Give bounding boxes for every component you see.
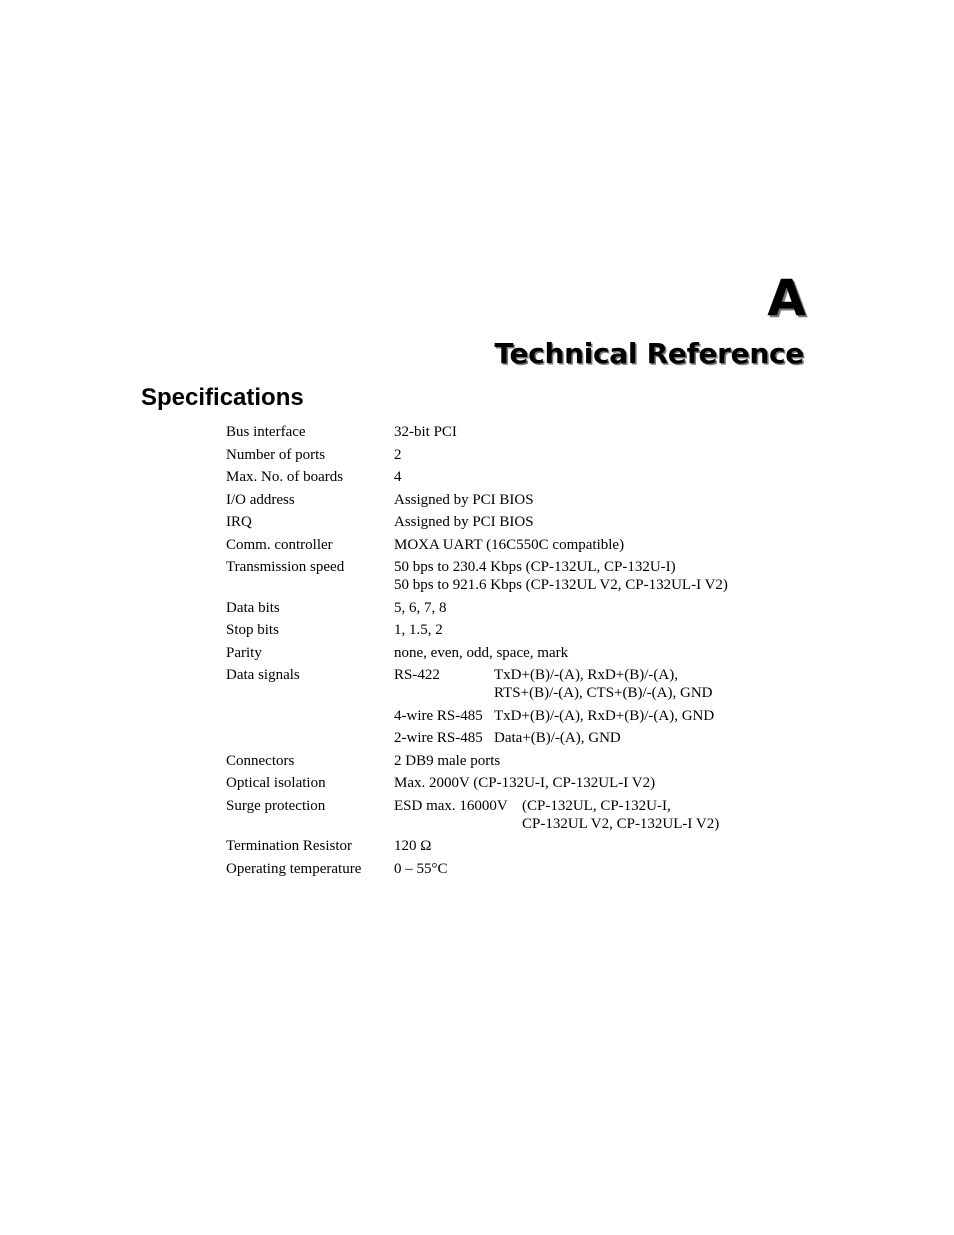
spec-label: Max. No. of boards — [226, 469, 344, 485]
spec-value: 5, 6, 7, 8 — [394, 599, 447, 616]
spec-label: Optical isolation — [226, 775, 326, 791]
spec-label: Termination Resistor — [226, 838, 353, 854]
spec-label: Operating temperature — [226, 860, 362, 877]
signal-label: RS-422 — [394, 667, 440, 683]
spec-row-max-boards — [226, 468, 826, 486]
spec-value: 2 — [394, 446, 402, 463]
spec-value-line: 50 bps to 230.4 Kbps (CP-132UL, CP-132U-I) — [394, 559, 676, 575]
spec-label: I/O address — [226, 491, 295, 508]
spec-label: Data signals — [226, 667, 300, 683]
signal-row-2wire-rs485 — [394, 729, 826, 747]
spec-label: IRQ — [226, 514, 252, 530]
spec-row-data-bits — [226, 599, 826, 617]
surge-value-line: CP-132UL V2, CP-132UL-I V2) — [522, 815, 720, 832]
spec-label: Comm. controller — [226, 536, 333, 553]
spec-value: MOXA UART (16C550C compatible) — [394, 536, 625, 553]
spec-value: 1, 1.5, 2 — [394, 622, 443, 638]
spec-label: Data bits — [226, 599, 280, 616]
surge-value-line: (CP-132UL, CP-132U-I, — [522, 797, 671, 814]
spec-value — [394, 558, 826, 594]
surge-label: ESD max. 16000V — [394, 797, 508, 814]
spec-value: 32-bit PCI — [394, 424, 457, 440]
spec-value: Max. 2000V (CP-132U-I, CP-132UL-I V2) — [394, 775, 656, 791]
spec-label: Transmission speed — [226, 559, 345, 575]
spec-value: none, even, odd, space, mark — [394, 644, 569, 661]
spec-label: Stop bits — [226, 622, 279, 638]
chapter-letter: A — [767, 269, 806, 327]
spec-row-optical-isolation — [226, 774, 826, 792]
spec-value: Assigned by PCI BIOS — [394, 491, 534, 508]
spec-value: 0 – 55°C — [394, 860, 448, 877]
spec-value: 4 — [394, 469, 402, 485]
spec-row-transmission-speed — [226, 558, 826, 594]
spec-table — [226, 423, 826, 882]
signal-label: 4-wire RS-485 — [394, 707, 483, 724]
spec-row-irq — [226, 513, 826, 531]
spec-label: Parity — [226, 644, 262, 661]
signal-value — [494, 666, 713, 702]
spec-label: Connectors — [226, 752, 295, 769]
signal-value-line: TxD+(B)/-(A), RxD+(B)/-(A), GND — [494, 707, 715, 724]
spec-value: Assigned by PCI BIOS — [394, 514, 534, 530]
spec-label: Bus interface — [226, 424, 306, 440]
signal-value-line: Data+(B)/-(A), GND — [494, 730, 621, 746]
spec-value — [394, 797, 826, 833]
spec-row-data-signals — [226, 666, 826, 747]
signal-value-line: RTS+(B)/-(A), CTS+(B)/-(A), GND — [494, 685, 713, 701]
spec-row-bus-interface — [226, 423, 826, 441]
surge-row-esd — [394, 797, 826, 833]
spec-value: 120 Ω — [394, 838, 432, 854]
spec-value-line: 50 bps to 921.6 Kbps (CP-132UL V2, CP-132UL-I V2) — [394, 577, 728, 593]
signal-row-4wire-rs485 — [394, 707, 826, 725]
chapter-title: Technical Reference — [494, 337, 804, 370]
spec-label: Surge protection — [226, 797, 326, 814]
spec-row-number-of-ports — [226, 446, 826, 464]
spec-row-surge-protection — [226, 797, 826, 833]
signal-value-line: TxD+(B)/-(A), RxD+(B)/-(A), — [494, 667, 678, 683]
surge-value — [522, 797, 719, 833]
spec-row-comm-controller — [226, 536, 826, 554]
spec-row-parity — [226, 644, 826, 662]
signal-label: 2-wire RS-485 — [394, 730, 483, 746]
section-heading: Specifications — [141, 384, 304, 411]
spec-value: 2 DB9 male ports — [394, 752, 501, 769]
signal-row-rs422 — [394, 666, 826, 702]
spec-value — [394, 666, 826, 747]
spec-label: Number of ports — [226, 446, 326, 463]
spec-row-stop-bits — [226, 621, 826, 639]
spec-row-connectors — [226, 752, 826, 770]
signal-value — [494, 707, 714, 725]
spec-row-io-address — [226, 491, 826, 509]
spec-row-operating-temperature — [226, 860, 826, 878]
spec-row-termination-resistor — [226, 837, 826, 855]
signal-value — [494, 729, 621, 747]
